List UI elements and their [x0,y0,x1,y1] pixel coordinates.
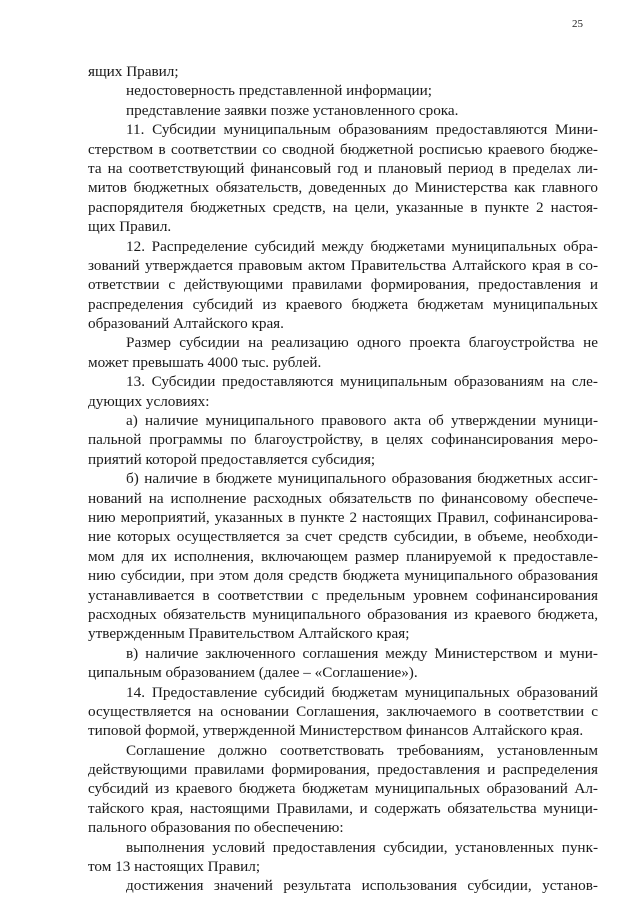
text-line: та на соответствующий финансовый год и плановый период в пределах ли- [88,159,598,177]
text-line: Соглашение должно соответствовать требованиям, установленным [126,741,598,759]
text-line: Размер субсидии на реализацию одного проекта благоустройства не [126,334,598,352]
text-line: ответствии с действующими правилами формирования, предоставления и [88,276,598,294]
text-line: ние которых осуществляется за счет средств субсидии, в объеме, необходи- [88,528,598,546]
text-line: зований утверждается правовым актом Правительства Алтайского края в со- [88,256,598,274]
text-line: выполнения условий предоставления субсидии, установленных пунк- [126,838,598,856]
text-line: 13. Субсидии предоставляются муниципальным образованиям на сле- [126,373,598,391]
text-line: действующими правилами формирования, предоставления и распределения [88,761,598,779]
text-line: образований Алтайского края. [88,315,284,333]
text-line: том 13 настоящих Правил; [88,858,261,876]
text-line: нию мероприятий, указанных в пункте 2 настоящих Правил, софинансирова- [88,508,598,526]
text-line: нований на исполнение расходных обязательств по финансовому обеспече- [88,489,598,507]
text-line: нию субсидии, при этом доля средств бюджета муниципального образования [88,567,598,585]
text-line: представление заявки позже установленного срока. [126,101,459,119]
text-line: пальной программы по благоустройству, в целях софинансирования меро- [88,431,598,449]
text-line: расходных обязательств муниципального образования из краевого бюджета, [88,605,598,623]
page-number: 25 [572,18,583,30]
text-line: распорядителя бюджетных средств, на цели, указанные в пункте 2 настоя- [88,198,598,216]
text-line: субсидий из краевого бюджета бюджетам муниципальных образований Ал- [88,780,598,798]
text-line: типовой формой, утвержденной Министерством финансов Алтайского края. [88,722,584,740]
text-line: а) наличие муниципального правового акта об утверждении муници- [126,412,598,430]
document-body [88,62,598,896]
text-line: приятий которой предоставляется субсидия; [88,450,376,468]
text-line: недостоверность представленной информации; [126,82,433,100]
text-line: осуществляется на основании Соглашения, заключаемого в соответствии с [88,702,598,720]
text-line: ящих Правил; [88,63,179,80]
text-line: дующих условиях: [88,392,210,410]
text-line: тайского края, настоящими Правилами, и содержать обязательства муници- [88,799,598,817]
text-line: ципальным образованием (далее – «Соглашение»). [88,664,418,682]
text-line: 12. Распределение субсидий между бюджетами муниципальных обра- [126,237,598,255]
text-line: б) наличие в бюджете муниципального образования бюджетных ассиг- [126,470,598,488]
text-line: 11. Субсидии муниципальным образованиям предоставляются Мини- [126,121,598,139]
text-line: стерством в соответствии со сводной бюджетной росписью краевого бюдже- [88,140,598,158]
text-line: мом для их исполнения, включающем размер планируемой к предоставле- [88,547,598,565]
text-line: достижения значений результата использования субсидии, установ- [126,877,598,895]
text-line: утвержденным Правительством Алтайского края; [88,625,410,643]
text-line: митов бюджетных обязательств, доведенных до Министерства как главного [88,179,598,197]
text-line: 14. Предоставление субсидий бюджетам муниципальных образований [126,683,598,701]
text-line: пального образования по обеспечению: [88,819,344,837]
text-line: щих Правил. [88,218,172,236]
text-line: распределения субсидий из краевого бюджета бюджетам муниципальных [88,295,598,313]
text-line: может превышать 4000 тыс. рублей. [88,353,322,371]
text-line: в) наличие заключенного соглашения между Министерством и муни- [126,644,598,662]
text-line: устанавливается в соответствии с предельным уровнем софинансирования [88,586,598,604]
